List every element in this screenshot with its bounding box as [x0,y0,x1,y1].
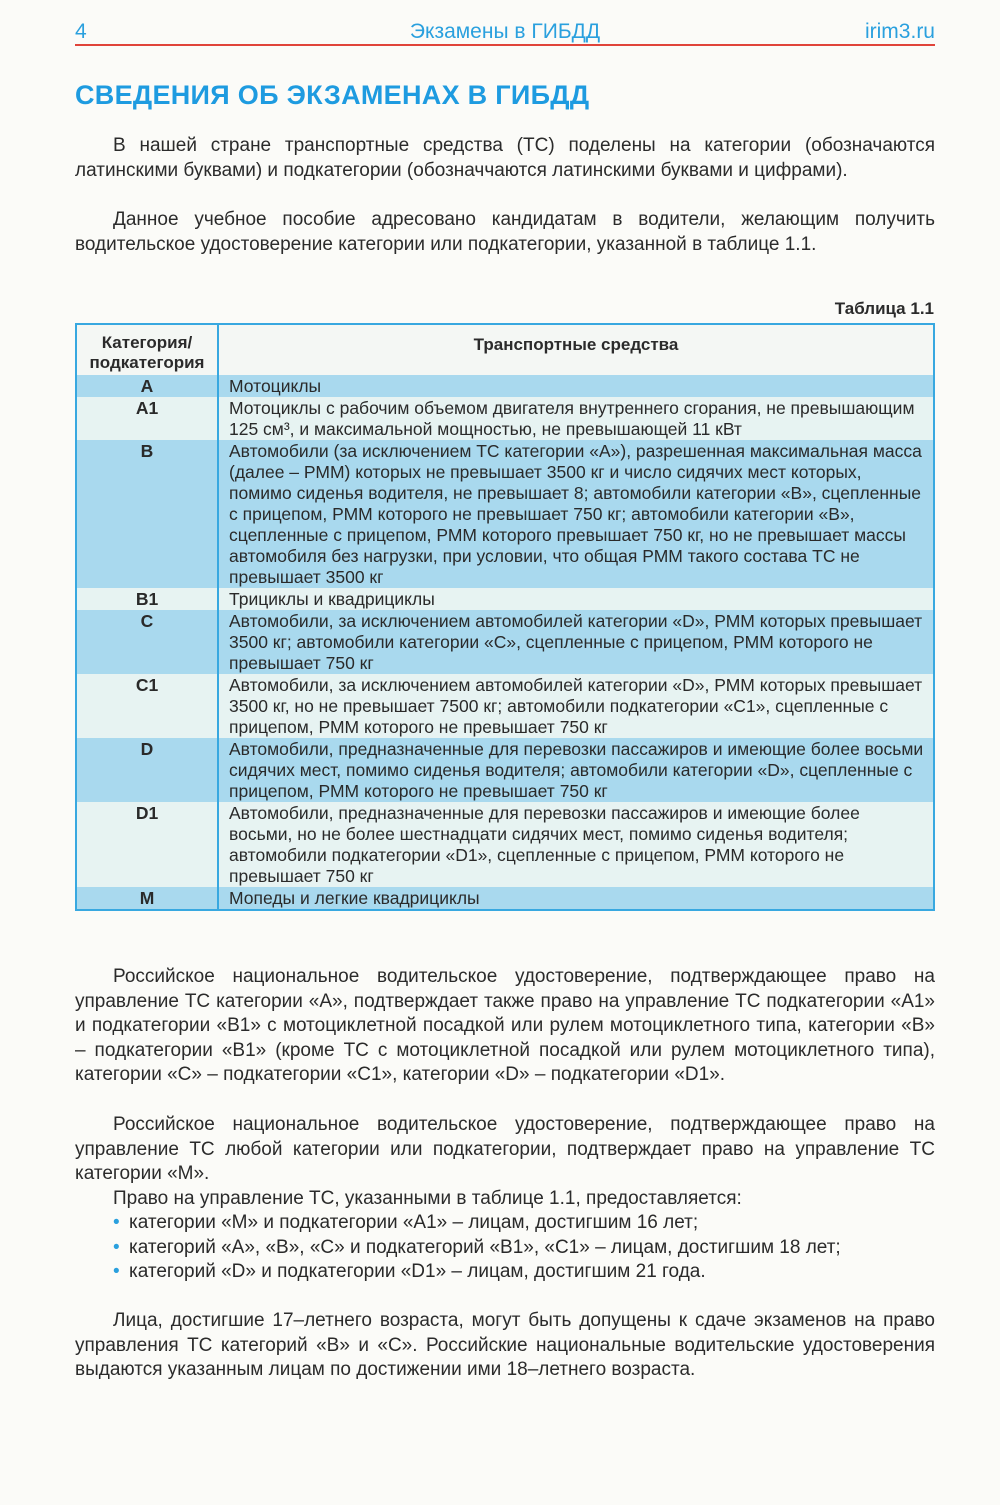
category-code: B [76,440,218,588]
age-requirements-list [113,1211,935,1285]
bullet-icon: • [113,1212,120,1233]
table-header-row [76,324,934,375]
list-item-text: категории «М» и подкатегории «А1» – лицам, достигшим 16 лет; [129,1212,699,1233]
category-description: Автомобили, за исключением автомобилей категории «D», РММ которых превышает 3500 кг; автомобили категории «С», сцепленные с прицепом, РММ которого не превышает 750 кг [218,610,934,674]
site-name: irim3.ru [864,20,935,43]
table-row [76,440,934,588]
list-item [113,1236,935,1261]
intro-paragraph-1: В нашей стране транспортные средства (ТС) поделены на категории (обозначаются латинскими буквами) и подкатегории (обозначчаются латинскими буквами и цифрами). [75,135,935,181]
category-description: Автомобили, за исключением автомобилей категории «D», РММ которых превышает 3500 кг, но не превышает 7500 кг; автомобили подкатегории «С1», сцепленные с прицепом, РММ которого не превышает 750 кг [218,674,934,738]
category-description: Трициклы и квадрициклы [218,588,934,610]
intro-paragraph-2: Данное учебное пособие адресовано кандидатам в водители, желающим получить водительское удостоверение категории или подкатегории, указанной в таблице 1.1. [75,209,935,255]
category-description: Автомобили (за исключением ТС категории «А»), разрешенная максимальная масса (далее – РММ) которых не превышает 3500 кг и число сидячих мест которых, помимо сиденья водителя, не превышает 8; автомобили категории «В», сцепленные с прицепом, РММ которого не превышает 750 кг; автомобили категории «В», сцепленные с прицепом, РММ которого превышает 750 кг, но не превышает массы автомобиля без нагрузки, при условии, что общая РММ такого состава ТС не превышает 3500 кг [218,440,934,588]
table-row [76,588,934,610]
category-code: A1 [76,397,218,440]
category-code: C1 [76,674,218,738]
category-code: C [76,610,218,674]
table-row [76,738,934,802]
category-code: M [76,887,218,910]
body-paragraph-1: Российское национальное водительское удостоверение, подтверждающее право на управление ТС категории «А», подтверждает также право на управление ТС подкатегории «А1» и подкатегории «В1» с мотоциклетной посадкой или рулем мотоциклетного типа, категории «В» – подкатегории «В1» (кроме ТС с мотоциклетной посадкой или рулем мотоциклетного типа), категории «С» – подкатегории «С1», категории «D» – подкатегории «D1». [75,966,935,1085]
table-row [76,397,934,440]
category-code: A [76,375,218,397]
categories-table [75,323,935,911]
closing-paragraph: Лица, достигшие 17–летнего возраста, могут быть допущены к сдаче экзаменов на право управления ТС категорий «В» и «С». Российские национальные водительские удостоверения выдаются указанным лицам по достижении ими 18–летнего возраста. [75,1310,935,1380]
running-title: Экзамены в ГИБДД [409,20,601,43]
page-header [75,18,935,46]
column-header-vehicles: Транспортные средства [218,324,934,375]
column-header-category: Категория/ подкатегория [76,324,218,375]
list-item-text: категорий «D» и подкатегории «D1» – лицам, достигшим 21 года. [129,1261,706,1282]
table-caption: Таблица 1.1 [834,299,934,318]
table-row [76,375,934,397]
table-row [76,887,934,910]
category-description: Автомобили, предназначенные для перевозки пассажиров и имеющие более восьми сидячих мест, помимо сиденья водителя; автомобили категории «D», сцепленные с прицепом, РММ которого не превышает 750 кг [218,738,934,802]
table-row [76,802,934,887]
category-description: Мопеды и легкие квадрициклы [218,887,934,910]
list-item [113,1211,935,1236]
category-code: D1 [76,802,218,887]
bullet-icon: • [113,1261,120,1282]
list-item-text: категорий «А», «В», «С» и подкатегорий «В1», «С1» – лицам, достигшим 18 лет; [129,1236,841,1258]
table-row [76,674,934,738]
body-paragraph-3: Право на управление ТС, указанными в таблице 1.1, предоставляется: [113,1188,742,1209]
table-row [76,610,934,674]
list-item [113,1260,935,1285]
body-paragraph-2: Российское национальное водительское удостоверение, подтверждающее право на управление ТС любой категории или подкатегории, подтверждает право на управление ТС категории «М». [75,1114,935,1184]
category-code: B1 [76,588,218,610]
category-code: D [76,738,218,802]
bullet-icon: • [113,1236,120,1258]
section-heading: СВЕДЕНИЯ ОБ ЭКЗАМЕНАХ В ГИБДД [75,80,590,110]
category-description: Автомобили, предназначенные для перевозки пассажиров и имеющие более восьми, но не более шестнадцати сидячих мест, помимо сиденья водителя; автомобили подкатегории «D1», сцепленные с прицепом, РММ которого не превышает 750 кг [218,802,934,887]
category-description: Мотоциклы [218,375,934,397]
page-number: 4 [75,20,87,43]
category-description: Мотоциклы с рабочим объемом двигателя внутреннего сгорания, не превышающим 125 см³, и максимальной мощностью, не превышающей 11 кВт [218,397,934,440]
